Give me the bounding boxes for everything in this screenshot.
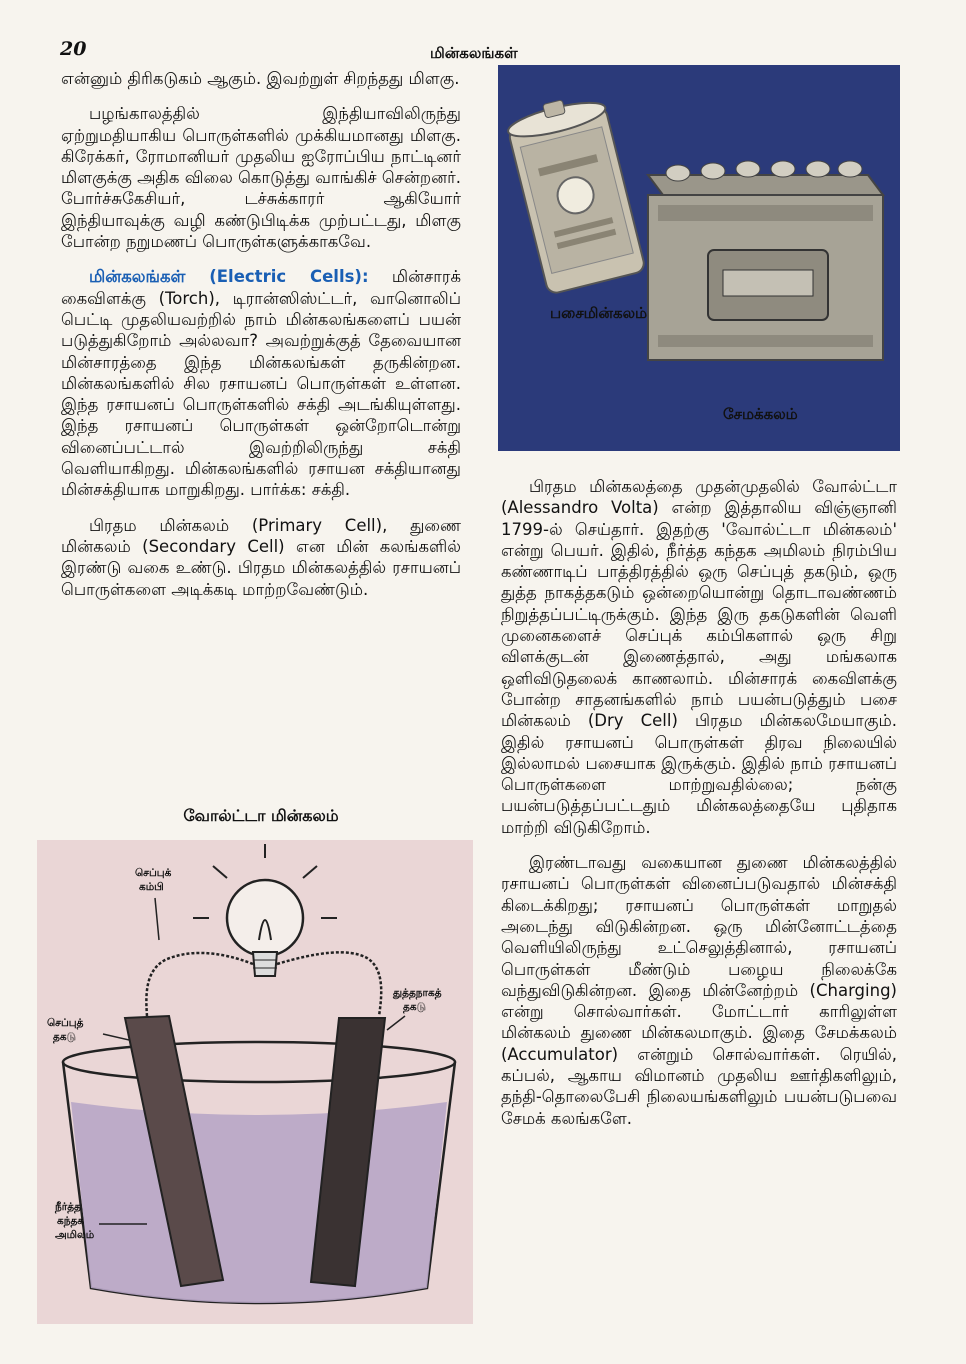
copper-wire-label: கம்பி xyxy=(139,881,164,893)
dry-cell-label: பசைமின்கலம் xyxy=(550,304,648,322)
running-head: மின்கலங்கள் xyxy=(430,44,518,62)
paragraph-electric-cells xyxy=(61,266,461,500)
copper-wire-label: செப்புக் xyxy=(135,867,172,879)
paragraph: என்னும் திரிகடுகம் ஆகும். இவற்றுள் சிறந்தது மிளகு. xyxy=(61,69,460,88)
copper-plate-label: செப்புத் xyxy=(47,1017,84,1029)
acid-label: நீர்த்த xyxy=(55,1201,81,1213)
accumulator-image xyxy=(648,161,883,360)
volta-cell-figure xyxy=(37,840,473,1324)
zinc-plate-label: தகடு xyxy=(403,1001,426,1013)
right-column xyxy=(501,476,897,1143)
section-heading: மின்கலங்கள் (Electric Cells): xyxy=(89,267,369,287)
paragraph: பிரதம மின்கலத்தை முதன்முதலில் வோல்ட்டா (Alessandro Volta) என்ற இத்தாலிய விஞ்ஞானி 1799-ல் செய்தார். இதற்கு 'வோல்ட்டா மின்கலம்' என்று பெயர். இதில், நீர்த்த கந்தக அமிலம் நிரம்பிய கண்ணாடிப் பாத்திரத்தில் ஒரு செப்புத் தகடும், ஒரு துத்த நாகத்தகடும் ஒன்றையொன்று தொடாவண்ணம் நிறுத்தப்பட்டிருக்கும். இந்த இரு தகடுகளின் வெளி முனைகளைச் செப்புக் கம்பிகளால் ஒரு சிறு விளக்குடன் இணைத்தால், அது மங்கலாக ஒளிவிடுதலைக் காணலாம். மின்சாரக் கைவிளக்கு போன்ற சாதனங்களில் நாம் பயன்படுத்தும் பசை மின்கலம் (Dry Cell) பிரதம மின்கலமேயாகும். இதில் ரசாயனப் பொருள்கள் திரவ நிலையில் இல்லாமல் பசையாக இருக்கும். இதில் நாம் ரசாயனப் பொருள்களை மாற்றுவதில்லை; நன்கு பயன்படுத்தப்பட்டதும் மின்கலத்தையே புதிதாக மாற்றி விடுகிறோம். xyxy=(501,477,897,837)
page-number: 20 xyxy=(60,38,87,60)
zinc-plate-label: துத்தநாகத் xyxy=(393,987,442,999)
acid-label: கந்தக xyxy=(57,1215,85,1227)
paragraph-body: மின்சாரக் கைவிளக்கு (Torch), டிரான்ஸிஸ்ட்டர், வானொலிப் பெட்டி முதலியவற்றில் நாம் மின்கலங்களைப் பயன் படுத்துகிறோம் அல்லவா? அவற்றுக்குத் தேவையான மின்சாரத்தை இந்த மின்கலங்கள் தருகின்றன. மின்கலங்களில் சில ரசாயனப் பொருள்கள் உள்ளன. இந்த ரசாயனப் பொருள்களில் சக்தி அடங்கியுள்ளது. இந்த ரசாயனப் பொருள்கள் ஒன்றோடொன்று வினைப்பட்டால் இவற்றிலிருந்து சக்தி வெளியாகிறது. மின்கலங்களில் ரசாயன சக்தியானது மின்சக்தியாக மாறுகிறது. பார்க்க: சக்தி. xyxy=(61,267,461,500)
paragraph: பழங்காலத்தில் இந்தியாவிலிருந்து ஏற்றுமதியாகிய பொருள்களில் முக்கியமானது மிளகு. கிரேக்கர், ரோமானியர் முதலிய ஐரோப்பிய நாட்டினர் மிளகுக்கு அதிக விலை கொடுத்து வாங்கிச் சென்றனர். போர்ச்சுகேசியர், டச்சுக்காரர் ஆகியோர் இந்தியாவுக்கு வழி கண்டுபிடிக்க முற்பட்டது, மிளகு போன்ற நறுமணப் பொருள்களுக்காகவே. xyxy=(61,104,461,252)
left-column xyxy=(61,68,461,614)
figure-title: வோல்ட்டா மின்கலம் xyxy=(183,806,339,825)
copper-plate-label: தகடு xyxy=(53,1031,76,1043)
acid-label: அமிலம் xyxy=(55,1229,95,1241)
accumulator-label: சேமக்கலம் xyxy=(723,405,798,423)
paragraph: பிரதம மின்கலம் (Primary Cell), துணை மின்கலம் (Secondary Cell) என மின் கலங்களில் இரண்டு வகை உண்டு. பிரதம மின்கலத்தில் ரசாயனப் பொருள்களை அடிக்கடி மாற்றவேண்டும். xyxy=(61,515,461,599)
acid-liquid xyxy=(71,1102,447,1303)
paragraph: இரண்டாவது வகையான துணை மின்கலத்தில் ரசாயனப் பொருள்கள் வினைப்படுவதால் மின்சக்தி கிடைக்கிறது; ரசாயனப் பொருள்கள் மாறுதல் அடைந்து விடுகின்றன. ஒரு மின்னோட்டத்தை வெளியிலிருந்து உட்செலுத்தினால், ரசாயனப் பொருள்கள் மீண்டும் பழைய நிலைக்கே வந்துவிடுகின்றன. இதை மின்னேற்றம் (Charging) என்று சொல்வார்கள். மோட்டார் காரிலுள்ள மின்கலம் துணை மின்கலமாகும். இதை சேமக்கலம் (Accumulator) என்றும் சொல்வார்கள். ரெயில், கப்பல், ஆகாய விமானம் முதலிய ஊர்திகளிலும், தந்தி-தொலைபேசி நிலையங்களிலும் பயன்படுபவை சேமக் கலங்களே. xyxy=(501,853,897,1128)
battery-photo xyxy=(498,65,900,451)
